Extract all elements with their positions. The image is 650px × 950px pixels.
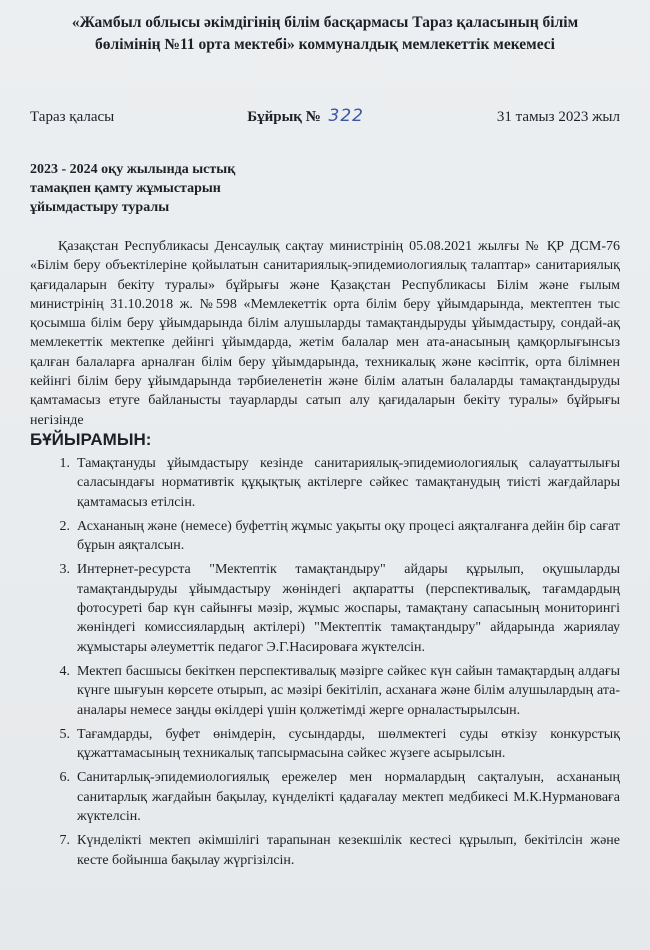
list-item [30, 454, 620, 512]
subject-line: тамақпен қамту жұмыстарын [30, 181, 221, 196]
order-date: 31 тамыз 2023 жыл [496, 109, 620, 125]
decree-heading: БҰЙЫРАМЫН: [30, 429, 152, 449]
item-text: Тамақтануды ұйымдастыру кезінде санитариялық-эпидемиологиялық салауаттылығы саласындағы нормативтік құқықтық актілерге сәйкес тамақтанудың тиісті жағдайлары қамтамасыз етілсін. [77, 455, 620, 510]
item-number: 7. [59, 833, 70, 849]
order-meta-row [30, 106, 620, 126]
list-item [30, 662, 620, 720]
item-text: Асхананың және (немесе) буфеттің жұмыс уақыты оқу процесі аяқталғанға дейін бір сағат бұрын аяқталсын. [77, 518, 620, 554]
order-number: 322 [328, 106, 364, 126]
list-item [30, 768, 620, 826]
item-number: 5. [59, 726, 70, 742]
list-item [30, 517, 620, 556]
header-line-1: «Жамбыл облысы әкімдігінің білім басқармасы Тараз қаласының білім [71, 14, 579, 31]
order-subject [30, 160, 320, 217]
preamble-paragraph: Қазақстан Республикасы Денсаулық сақтау министрінің 05.08.2021 жылғы № ҚР ДСМ-76 «Білім беру объектілеріне қойылатын санитариялық-эпидемиологиялық талаптар» санитариялық қағидаларын бекіту туралы» бұйрығы және Қазақстан Республикасы Білім және ғылым министрінің 31.10.2018 ж. №598 «Мемлекеттік орта білім беру ұйымдарында, мектептен тыс қосымша білім беру ұйымдарында білім алушыларды тамақтандыруды ұйымдастыру, сондай-ақ мемлекеттік мектепке дейінгі ұйымдарда, жетім балалар мен ата-анасының қамқорлығынсыз қалған балаларға арналған білім беру ұйымдарында, техникалық және кәсіптік, орта білімнен кейінгі білім беру ұйымдарында тәрбиеленетін және білім алатын балаларды тамақтандыруды қамтамасыз етуге байланысты тауарларды сатып алу қағидаларын бекіту туралы» бұйрығы негізінде [30, 239, 620, 428]
subject-line: 2023 - 2024 оқу жылында ыстық [30, 162, 236, 177]
institution-header [30, 12, 620, 56]
item-number: 1. [59, 455, 70, 471]
item-number: 2. [59, 518, 70, 534]
item-text: Мектеп басшысы бекіткен перспективалық мәзірге сәйкес күн сайын тамақтардың алдағы күнге шығуын көрсете отырып, ас мәзірі бекітіліп, асханаға және білім алушылардың ата-аналары немесе заңды өкілдері үшін қолжетімді жерге орналастырылсын. [77, 663, 620, 718]
order-label-group [247, 106, 364, 126]
item-text: Санитарлық-эпидемиологиялық ережелер мен нормалардың сақталуын, асхананың санитарлық жағдайын бақылау, күнделікті қадағалау мектеп медбикесі М.К.Нурмановаға жүктелсін. [77, 770, 620, 825]
item-number: 3. [59, 562, 70, 578]
city: Тараз қаласы [30, 109, 115, 125]
item-text: Тағамдарды, буфет өнімдерін, сусындарды, шөлмектегі суды өткізу конкурстық құжаттамасының техникалық тапсырмасына сәйкес жүзеге асырылсын. [77, 726, 620, 762]
order-label: Бұйрық № [247, 109, 321, 125]
list-item [30, 831, 620, 870]
item-text: Күнделікті мектеп әкімшілігі тарапынан кезекшілік кестесі құрылып, бекітілсін және кесте бойынша бақылау жүргізілсін. [77, 833, 620, 868]
item-number: 4. [59, 663, 70, 679]
item-text: Интернет-ресурста "Мектептік тамақтандыру" айдары құрылып, оқушыларды тамақтандыруды ұйымдастыру жөніндегі ақпаратты (перспективалық, тағамдардың фотосуреті бар күн сайынғы мәзір, жұмыс жоспары, тамақтану сапасының мониторингі жөніндегі комиссиялардың актілері) "Мектептік тамақтандыру" айдарында жариялау жұмыстары әлеуметтік педагог Э.Г.Насироваға жүктелсін. [77, 562, 620, 655]
item-number: 6. [59, 770, 70, 786]
subject-line: ұйымдастыру туралы [30, 200, 170, 215]
header-line-2: бөлімінің №11 орта мектебі» коммуналдық мемлекеттік мекемесі [95, 36, 555, 53]
order-items-list [30, 454, 620, 870]
list-item [30, 560, 620, 656]
list-item [30, 725, 620, 764]
